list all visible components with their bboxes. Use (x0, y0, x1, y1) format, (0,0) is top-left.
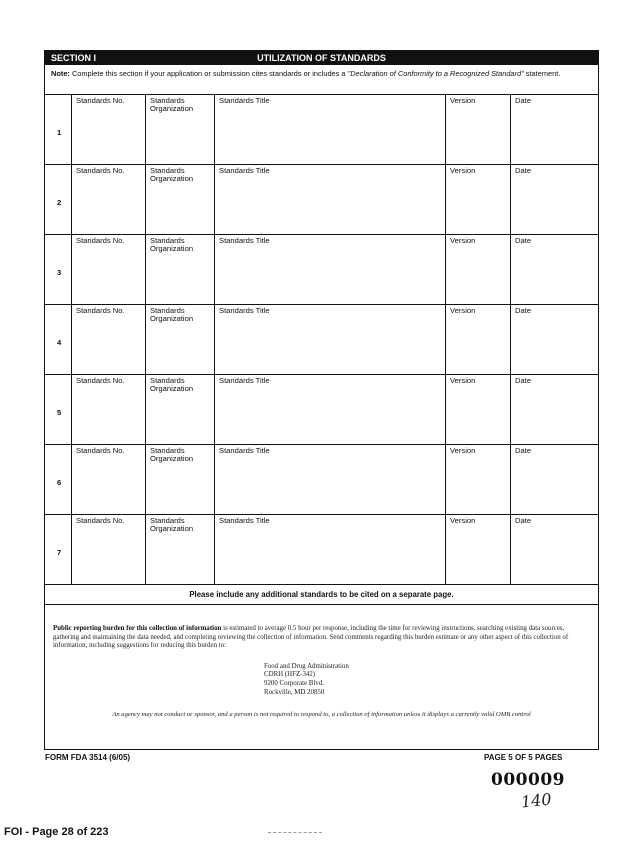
row-number: 7 (57, 548, 62, 557)
scan-smudge (268, 832, 322, 833)
address-line: 9200 Corporate Blvd. (264, 679, 324, 687)
standards-title-label: Standards Title (219, 306, 270, 315)
address-line: CDRH (HFZ-342) (264, 671, 316, 679)
additional-standards-note: Please include any additional standards to be cited on a separate page. (45, 585, 598, 605)
row-number-cell (45, 95, 71, 164)
form-number: FORM FDA 3514 (6/05) (45, 753, 131, 762)
date-field[interactable] (510, 95, 600, 164)
version-field[interactable] (445, 165, 510, 234)
standards-row (45, 515, 598, 585)
standards-title-label: Standards Title (219, 516, 270, 525)
standards-title-label: Standards Title (219, 376, 270, 385)
standards-no-label: Standards No. (76, 166, 125, 175)
standards-organization-field[interactable] (145, 445, 214, 514)
version-field[interactable] (445, 445, 510, 514)
foi-page-label: FOI - Page 28 of 223 (4, 826, 109, 838)
standards-title-label: Standards Title (219, 96, 270, 105)
standards-no-label: Standards No. (76, 96, 125, 105)
standards-no-field[interactable] (71, 165, 145, 234)
standards-organization-label: Standards Organization (150, 166, 194, 183)
standards-title-field[interactable] (214, 375, 445, 444)
standards-title-field[interactable] (214, 95, 445, 164)
section-header (45, 51, 598, 65)
version-field[interactable] (445, 375, 510, 444)
standards-row (45, 95, 598, 165)
standards-row (45, 445, 598, 515)
standards-organization-field[interactable] (145, 235, 214, 304)
standards-no-field[interactable] (71, 305, 145, 374)
row-number: 4 (57, 338, 62, 347)
standards-no-field[interactable] (71, 445, 145, 514)
row-number-cell (45, 445, 71, 514)
row-number: 6 (57, 478, 62, 487)
date-label: Date (515, 96, 532, 105)
standards-title-label: Standards Title (219, 166, 270, 175)
date-label: Date (515, 166, 532, 175)
standards-organization-field[interactable] (145, 515, 214, 584)
date-label: Date (515, 446, 532, 455)
standards-organization-field[interactable] (145, 165, 214, 234)
version-label: Version (450, 446, 476, 455)
standards-no-label: Standards No. (76, 446, 125, 455)
standards-organization-label: Standards Organization (150, 376, 194, 393)
standards-no-label: Standards No. (76, 516, 125, 525)
standards-organization-label: Standards Organization (150, 306, 194, 323)
version-field[interactable] (445, 95, 510, 164)
version-label: Version (450, 516, 476, 525)
standards-row (45, 165, 598, 235)
standards-title-field[interactable] (214, 305, 445, 374)
row-number: 5 (57, 408, 62, 417)
standards-row (45, 375, 598, 445)
note-label: Note: (51, 69, 70, 78)
date-label: Date (515, 236, 532, 245)
standards-form (44, 50, 599, 750)
address-line: Rockville, MD 20850 (264, 688, 325, 696)
date-label: Date (515, 516, 532, 525)
standards-no-field[interactable] (71, 235, 145, 304)
note-text: Complete this section if your application or submission cites standards or includes a (69, 69, 348, 78)
version-field[interactable] (445, 515, 510, 584)
standards-title-field[interactable] (214, 235, 445, 304)
omb-notice: An agency may not conduct or sponsor, and a person is not required to respond to, a collection of information unless it displays a currently valid OMB control (112, 711, 531, 719)
date-label: Date (515, 376, 532, 385)
date-field[interactable] (510, 235, 600, 304)
date-label: Date (515, 306, 532, 315)
standards-organization-label: Standards Organization (150, 96, 194, 113)
burden-lead: Public reporting burden for this collection of information (53, 625, 222, 632)
version-label: Version (450, 166, 476, 175)
burden-text: is estimated to average 0.5 hour per response, including the time for reviewing instructions, searching existing data sources, gathering and maintaining the data needed, and completing reviewing the collection of information. Send comments regarding this burden estimate or any other aspect of this collection of information, including suggestions for reducing this burden to: (53, 625, 569, 650)
standards-table (45, 95, 598, 585)
standards-organization-field[interactable] (145, 305, 214, 374)
version-label: Version (450, 96, 476, 105)
row-number-cell (45, 235, 71, 304)
standards-title-field[interactable] (214, 165, 445, 234)
row-number: 3 (57, 268, 62, 277)
date-field[interactable] (510, 165, 600, 234)
bates-stamp: 000009 (491, 770, 565, 790)
standards-no-label: Standards No. (76, 306, 125, 315)
standards-organization-label: Standards Organization (150, 516, 194, 533)
version-field[interactable] (445, 235, 510, 304)
section-note (45, 65, 598, 95)
standards-organization-field[interactable] (145, 375, 214, 444)
note-quote: "Declaration of Conformity to a Recognized Standard" (347, 69, 524, 78)
version-label: Version (450, 376, 476, 385)
standards-no-label: Standards No. (76, 376, 125, 385)
standards-title-field[interactable] (214, 515, 445, 584)
standards-title-field[interactable] (214, 445, 445, 514)
standards-no-field[interactable] (71, 515, 145, 584)
address-line: Food and Drug Administration (264, 662, 349, 670)
page-indicator: PAGE 5 OF 5 PAGES (484, 753, 563, 762)
version-label: Version (450, 236, 476, 245)
standards-organization-label: Standards Organization (150, 446, 194, 463)
standards-title-label: Standards Title (219, 236, 270, 245)
date-field[interactable] (510, 515, 600, 584)
row-number-cell (45, 165, 71, 234)
mailing-address (264, 663, 598, 697)
standards-no-label: Standards No. (76, 236, 125, 245)
row-number: 2 (57, 198, 62, 207)
standards-no-field[interactable] (71, 375, 145, 444)
row-number-cell (45, 375, 71, 444)
standards-organization-label: Standards Organization (150, 236, 194, 253)
standards-row (45, 305, 598, 375)
row-number-cell (45, 305, 71, 374)
version-label: Version (450, 306, 476, 315)
standards-organization-field[interactable] (145, 95, 214, 164)
row-number: 1 (57, 128, 62, 137)
section-title: UTILIZATION OF STANDARDS (257, 53, 386, 63)
standards-row (45, 235, 598, 305)
section-label: SECTION I (51, 53, 97, 63)
burden-statement (45, 605, 598, 651)
version-field[interactable] (445, 305, 510, 374)
note-end: statement. (523, 69, 561, 78)
date-field[interactable] (510, 445, 600, 514)
standards-title-label: Standards Title (219, 446, 270, 455)
standards-no-field[interactable] (71, 95, 145, 164)
date-field[interactable] (510, 305, 600, 374)
date-field[interactable] (510, 375, 600, 444)
row-number-cell (45, 515, 71, 584)
handwritten-number: 140 (520, 789, 553, 812)
